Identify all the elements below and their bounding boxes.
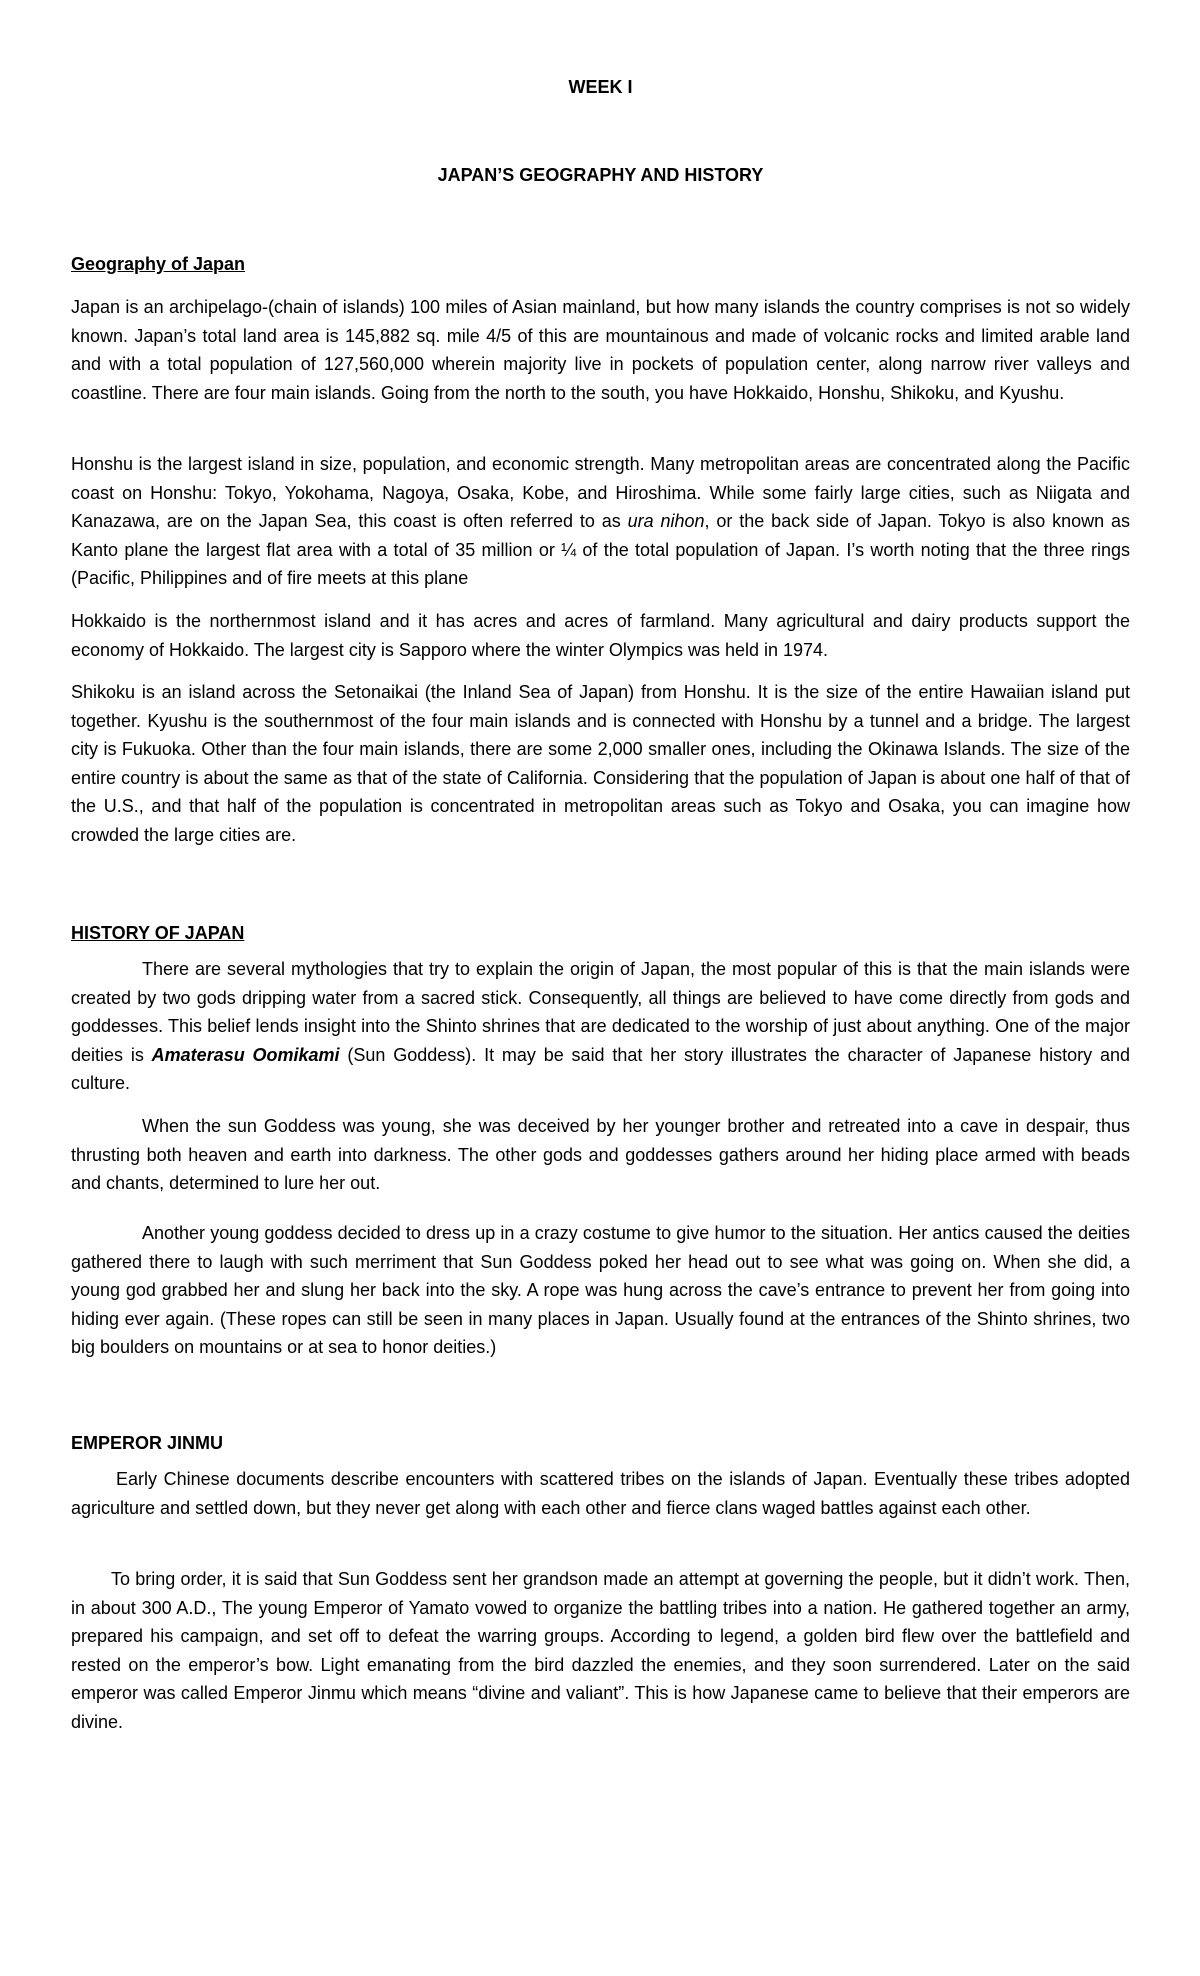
- emperor-paragraph-2: To bring order, it is said that Sun Goddess sent her grandson made an attempt at governing the people, but it didn’t work. Then, in about 300 A.D., The young Emperor of Yamato vowed to organize the battling tribes into a nation. He gathered together an army, prepared his campaign, and set off to defeat the warring groups. According to legend, a golden bird flew over the battlefield and rested on the emperor’s bow. Light emanating from the bird dazzled the enemies, and they soon surrendered. Later on the said emperor was called Emperor Jinmu which means “divine and valiant”. This is how Japanese came to believe that their emperors are divine.: [71, 1569, 1130, 1732]
- geography-paragraph-3: Hokkaido is the northernmost island and it has acres and acres of farmland. Many agricultural and dairy products support the economy of Hokkaido. The largest city is Sapporo where the winter Olympics was held in 1974.: [71, 611, 1130, 660]
- amaterasu-term: Amaterasu Oomikami: [151, 1044, 340, 1065]
- history-paragraph-1-text-b: (Sun Goddess). It may be said that her story illustrates the character of Japanese history and culture.: [71, 1044, 1130, 1093]
- geography-paragraph-4: Shikoku is an island across the Setonaikai (the Inland Sea of Japan) from Honshu. It is the size of the entire Hawaiian island put together. Kyushu is the southernmost of the four main islands and is connected with Honshu by a tunnel and a bridge. The largest city is Fukuoka. Other than the four main islands, there are some 2,000 smaller ones, including the Okinawa Islands. The size of the entire country is about the same as that of the state of California. Considering that the population of Japan is about one half of that of the U.S., and that half of the population is concentrated in metropolitan areas such as Tokyo and Osaka, you can imagine how crowded the large cities are.: [71, 682, 1130, 845]
- geography-paragraph-1: Japan is an archipelago-(chain of islands) 100 miles of Asian mainland, but how many islands the country comprises is not so widely known. Japan’s total land area is 145,882 sq. mile 4/5 of this are mountainous and made of volcanic rocks and limited arable land and with a total population of 127,560,000 wherein majority live in pockets of population center, along narrow river valleys and coastline. There are four main islands. Going from the north to the south, you have Hokkaido, Honshu, Shikoku, and Kyushu.: [71, 297, 1130, 403]
- week-label: WEEK I: [568, 77, 633, 97]
- history-paragraph-3: Another young goddess decided to dress up in a crazy costume to give humor to the situation. Her antics caused the deities gathered there to laugh with such merriment that Sun Goddess poked her head out to see what was going on. When she did, a young god grabbed her and slung her back into the sky. A rope was hung across the cave’s entrance to prevent her from going into hiding ever again. (These ropes can still be seen in many places in Japan. Usually found at the entrances of the Shinto shrines, two big boulders on mountains or at sea to honor deities.): [71, 1223, 1130, 1357]
- history-paragraph-1: [71, 955, 1130, 1098]
- history-paragraph-2: When the sun Goddess was young, she was deceived by her younger brother and retreated into a cave in despair, thus thrusting both heaven and earth into darkness. The other gods and goddesses gathers around her hiding place armed with beads and chants, determined to lure her out.: [71, 1116, 1130, 1193]
- history-paragraph-1-text-a: There are several mythologies that try to explain the origin of Japan, the most popular of this is that the main islands were created by two gods dripping water from a sacred stick. Consequently, all things are believed to have come directly from gods and goddesses. This belief lends insight into the Shinto shrines that are dedicated to the worship of just about anything. One of the major deities is: [71, 959, 1130, 1065]
- geography-paragraph-2-text-b: , or the back side of Japan. Tokyo is also known as Kanto plane the largest flat area with a total of 35 million or ¼ of the total population of Japan. I’s worth noting that the three rings (Pacific, Philippines and of fire meets at this plane: [71, 511, 1130, 588]
- emperor-paragraph-1: Early Chinese documents describe encounters with scattered tribes on the islands of Japan. Eventually these tribes adopted agriculture and settled down, but they never get along with each other and fierce clans waged battles against each other.: [71, 1469, 1130, 1518]
- history-heading: HISTORY OF JAPAN: [71, 923, 245, 943]
- geography-paragraph-2-text-a: Honshu is the largest island in size, population, and economic strength. Many metropolitan areas are concentrated along the Pacific coast on Honshu: Tokyo, Yokohama, Nagoya, Osaka, Kobe, and Hiroshima. While some fairly large cities, such as Niigata and Kanazawa, are on the Japan Sea, this coast is often referred to as: [71, 454, 1130, 531]
- emperor-heading: EMPEROR JINMU: [71, 1433, 224, 1453]
- geography-heading: Geography of Japan: [71, 254, 246, 274]
- geography-paragraph-2: [71, 450, 1130, 593]
- ura-nihon-term: ura nihon: [627, 511, 705, 531]
- document-title: JAPAN’S GEOGRAPHY AND HISTORY: [437, 165, 764, 185]
